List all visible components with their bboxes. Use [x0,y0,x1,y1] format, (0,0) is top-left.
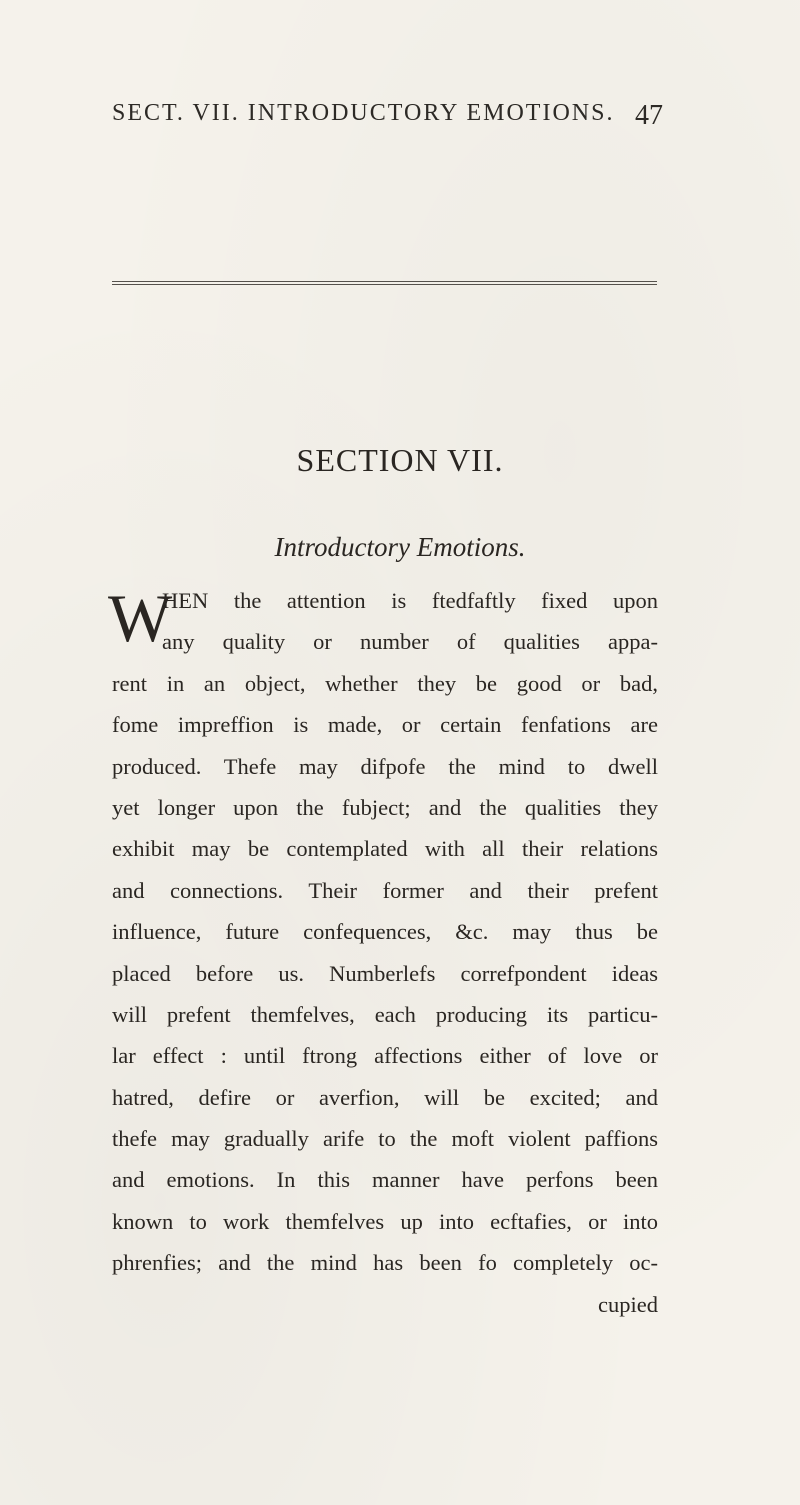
text-line: HEN the attention is ftedfaftly fixed upon [162,588,658,613]
text-line: any quality or number of qualities appa- [162,629,658,655]
text-line: produced. Thefe may difpofe the mind to dwell [112,753,658,779]
text-line: known to work themfelves up into ecftafies, or into [112,1208,658,1234]
text-line: and connections. Their former and their prefent [112,877,658,903]
catchword: cupied [598,1291,658,1317]
text-line: and emotions. In this manner have perfons been [112,1167,658,1193]
text-line: will prefent themfelves, each producing its particu- [112,1001,658,1027]
text-line: hatred, defire or averfion, will be excited; and [112,1084,658,1110]
text-line: yet longer upon the fubject; and the qualities they [112,794,658,820]
text-line: phrenfies; and the mind has been fo completely oc- [112,1250,658,1276]
section-subtitle: Introductory Emotions. [274,532,526,562]
section-title: SECTION VII. [296,442,504,478]
running-head-text: SECT. VII. INTRODUCTORY EMOTIONS. [112,100,615,126]
drop-cap: W [108,580,173,656]
body-paragraph [108,580,658,1325]
page-number: 47 [635,100,663,131]
text-line: fome impreffion is made, or certain fenfations are [112,712,658,738]
text-line: exhibit may be contemplated with all their relations [112,836,658,862]
running-head [112,100,663,131]
header-rule [112,281,657,285]
text-line: influence, future confequences, &c. may thus be [112,919,658,945]
text-line: rent in an object, whether they be good or bad, [112,670,658,696]
text-line: thefe may gradually arife to the moft violent paffions [112,1126,658,1152]
text-line: lar effect : until ftrong affections either of love or [112,1043,658,1069]
text-line: placed before us. Numberlefs correfpondent ideas [112,960,658,986]
